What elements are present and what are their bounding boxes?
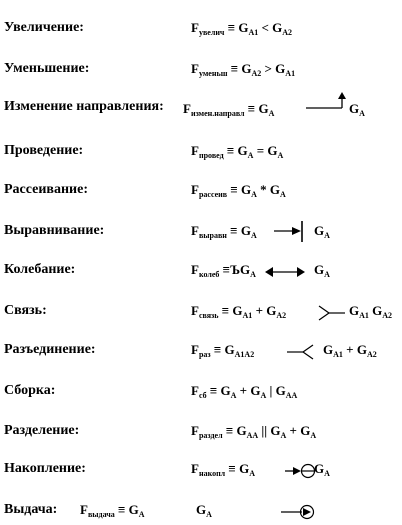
formula: $F_{провед} \equiv G_A = G_A$	[191, 143, 284, 160]
row-assembly	[0, 383, 402, 405]
formula-result: $G_A$	[314, 262, 330, 279]
row-label: Увеличение:	[4, 20, 84, 35]
row-leveling	[0, 223, 402, 245]
merge-icon	[318, 304, 346, 322]
row-separation	[0, 423, 402, 445]
row-connection	[0, 303, 402, 325]
formula: $F_{выравн} \equiv G_A$	[191, 223, 257, 240]
formula: $F_{увелич} \equiv G_{A1} < G_{A2}$	[191, 20, 293, 37]
row-decrease	[0, 61, 402, 83]
row-direction-change	[0, 99, 402, 121]
row-label: Разъединение:	[4, 342, 96, 357]
row-label: Накопление:	[4, 461, 86, 476]
arrow-to-barrier-icon	[272, 220, 306, 244]
formula-mid: $G_A$	[196, 502, 212, 519]
formula-result: $G_A$	[314, 461, 330, 478]
formula: $F_{сб} \equiv G_A + G_A$ | $G_{AA}$	[191, 383, 298, 400]
row-oscillation	[0, 262, 402, 284]
row-label: Выравнивание:	[4, 223, 105, 238]
row-scattering	[0, 182, 402, 204]
formula: $F_{раздел} \equiv G_{AA}$ || $G_A + G_A$	[191, 423, 317, 440]
row-output	[0, 502, 402, 524]
formula: $F_{выдача} \equiv G_A$	[80, 502, 145, 519]
formula-result: $G_A$	[349, 101, 365, 118]
row-conduction	[0, 143, 402, 165]
formula: $F_{колеб} \equiv ЪG_A$	[191, 262, 256, 279]
row-label: Уменьшение:	[4, 61, 90, 76]
formula: $F_{раз} \equiv G_{A1A2}$	[191, 342, 255, 359]
formula-result: $G_{A1}$ $G_{A2}$	[349, 303, 393, 320]
row-label: Рассеивание:	[4, 182, 88, 197]
split-icon	[286, 343, 314, 361]
formula: $F_{рассеив} \equiv G_A * G_A$	[191, 182, 286, 199]
row-disconnection	[0, 342, 402, 364]
output-icon	[280, 503, 316, 521]
formula-result: $G_{A1} + G_{A2}$	[323, 342, 377, 359]
formula-result: $G_A$	[314, 223, 330, 240]
turn-arrow-icon	[304, 91, 348, 115]
row-label: Колебание:	[4, 262, 76, 277]
formula: $F_{измен.направл} \equiv G_A$	[183, 101, 275, 118]
formula: $F_{уменьш} \equiv G_{A2} > G_{A1}$	[191, 61, 296, 78]
formula: $F_{связь} \equiv G_{A1} + G_{A2}$	[191, 303, 287, 320]
formula: $F_{накопл} \equiv G_A$	[191, 461, 255, 478]
row-label: Связь:	[4, 303, 47, 318]
accumulator-icon	[284, 462, 316, 480]
row-label: Проведение:	[4, 143, 84, 158]
row-label: Выдача:	[4, 502, 58, 517]
row-increase	[0, 20, 402, 42]
row-accumulation	[0, 461, 402, 483]
row-label: Разделение:	[4, 423, 80, 438]
double-arrow-icon	[264, 265, 306, 279]
row-label: Изменение направления:	[4, 99, 164, 114]
row-label: Сборка:	[4, 383, 56, 398]
